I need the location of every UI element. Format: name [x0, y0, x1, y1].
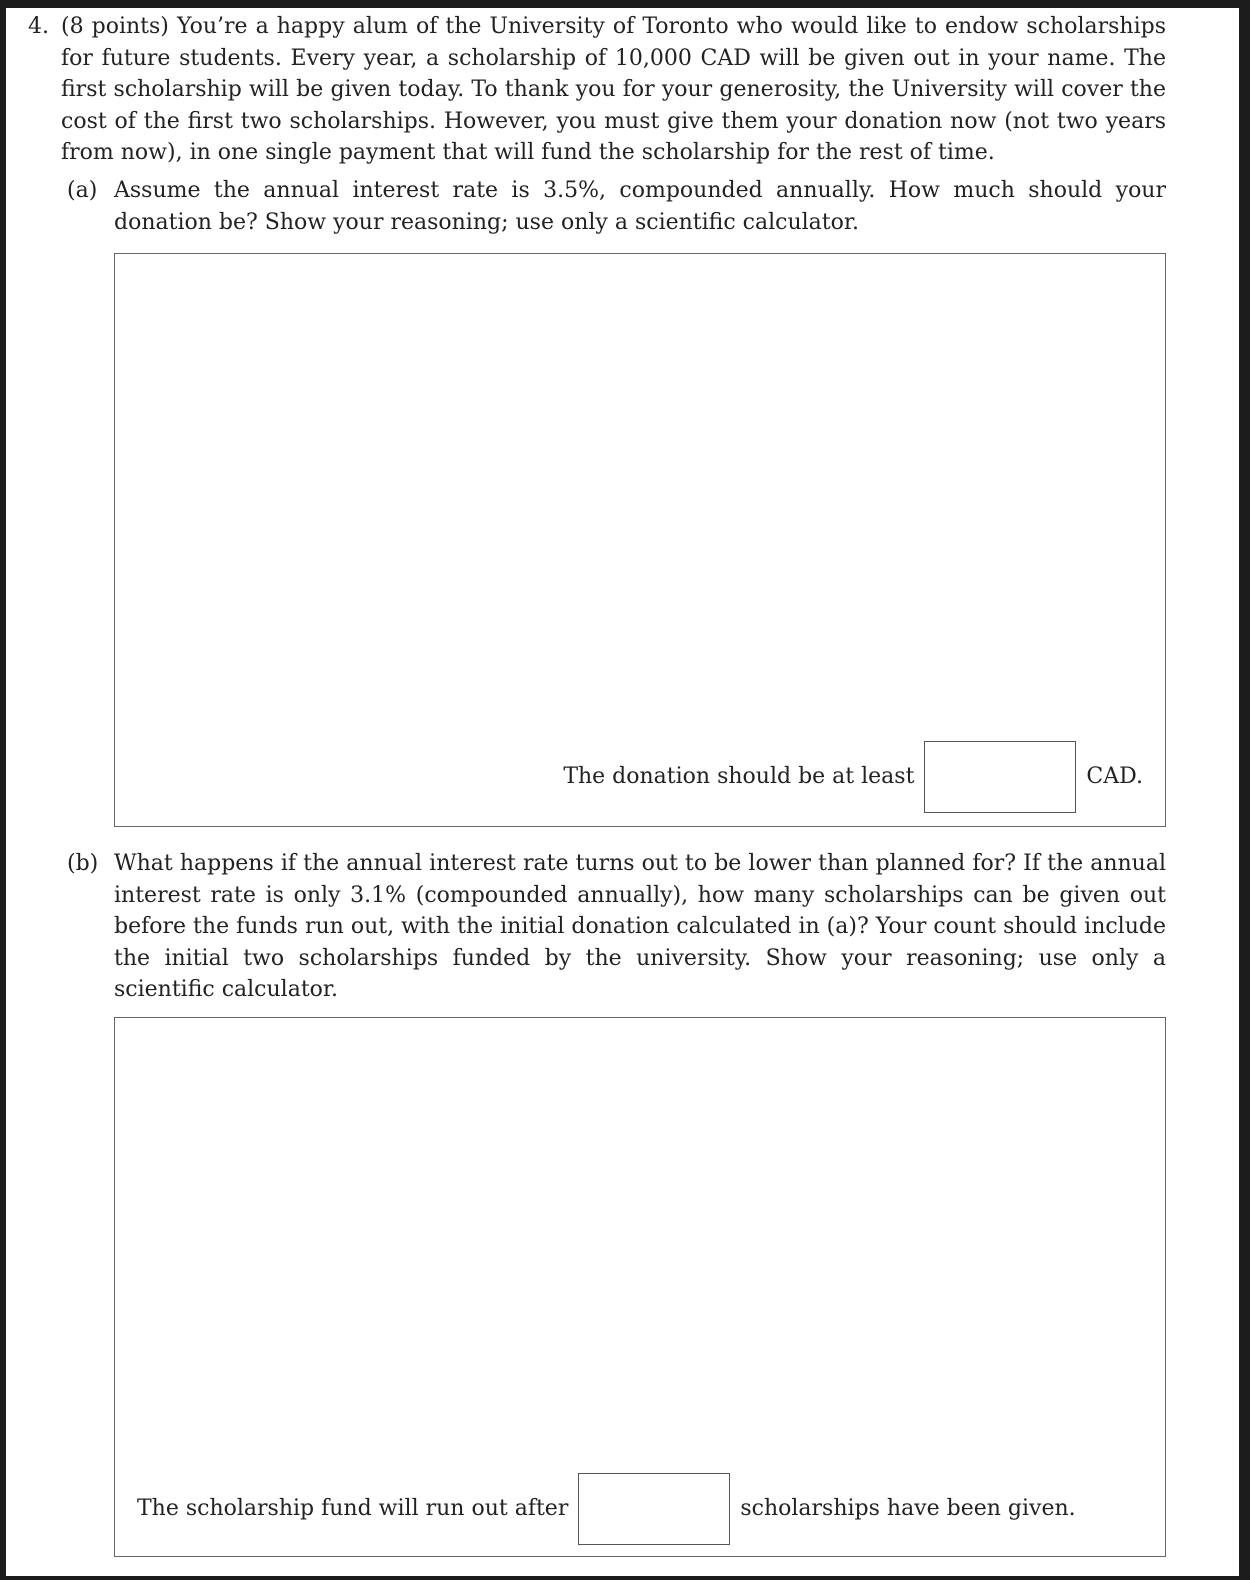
- part-a-answer-box[interactable]: [924, 741, 1076, 813]
- part-a-label: (a): [67, 178, 98, 203]
- part-a-answer-prefix: The donation should be at least: [563, 764, 915, 789]
- question-number: 4.: [28, 14, 49, 39]
- part-b-text: What happens if the annual interest rate turns out to be lower than planned for? If the annual interest rate is only 3.1% (compounded annually), how many scholarships can be given out before the funds run out, with the initial donation calculated in (a)? Your count should include the initial two scholarships funded by the university. Show your reasoning; use only a scientific calculator.: [114, 851, 1166, 1002]
- part-a-final-answer-line: [563, 741, 1143, 813]
- part-b-work-area[interactable]: [114, 1017, 1166, 1557]
- part-a-text: Assume the annual interest rate is 3.5%, compounded annually. How much should your donation be? Show your reasoning; use only a scientific calculator.: [114, 178, 1166, 235]
- part-a-answer-suffix: CAD.: [1086, 764, 1143, 789]
- part-b-final-answer-line: [137, 1473, 1076, 1545]
- question-intro: (8 points) You’re a happy alum of the University of Toronto who would like to endow scholarships for future students. Every year, a scholarship of 10,000 CAD will be given out in your name. The first scholarship will be given today. To thank you for your generosity, the University will cover the cost of the first two scholarships. However, you must give them your donation now (not two years from now), in one single payment that will fund the scholarship for the rest of time.: [61, 14, 1166, 165]
- part-b-answer-prefix: The scholarship fund will run out after: [137, 1496, 569, 1521]
- part-b-answer-suffix: scholarships have been given.: [740, 1496, 1076, 1521]
- part-b-label: (b): [67, 851, 99, 876]
- part-a-work-area[interactable]: [114, 253, 1166, 827]
- exam-page: [6, 8, 1239, 1576]
- part-b-answer-box[interactable]: [578, 1473, 730, 1545]
